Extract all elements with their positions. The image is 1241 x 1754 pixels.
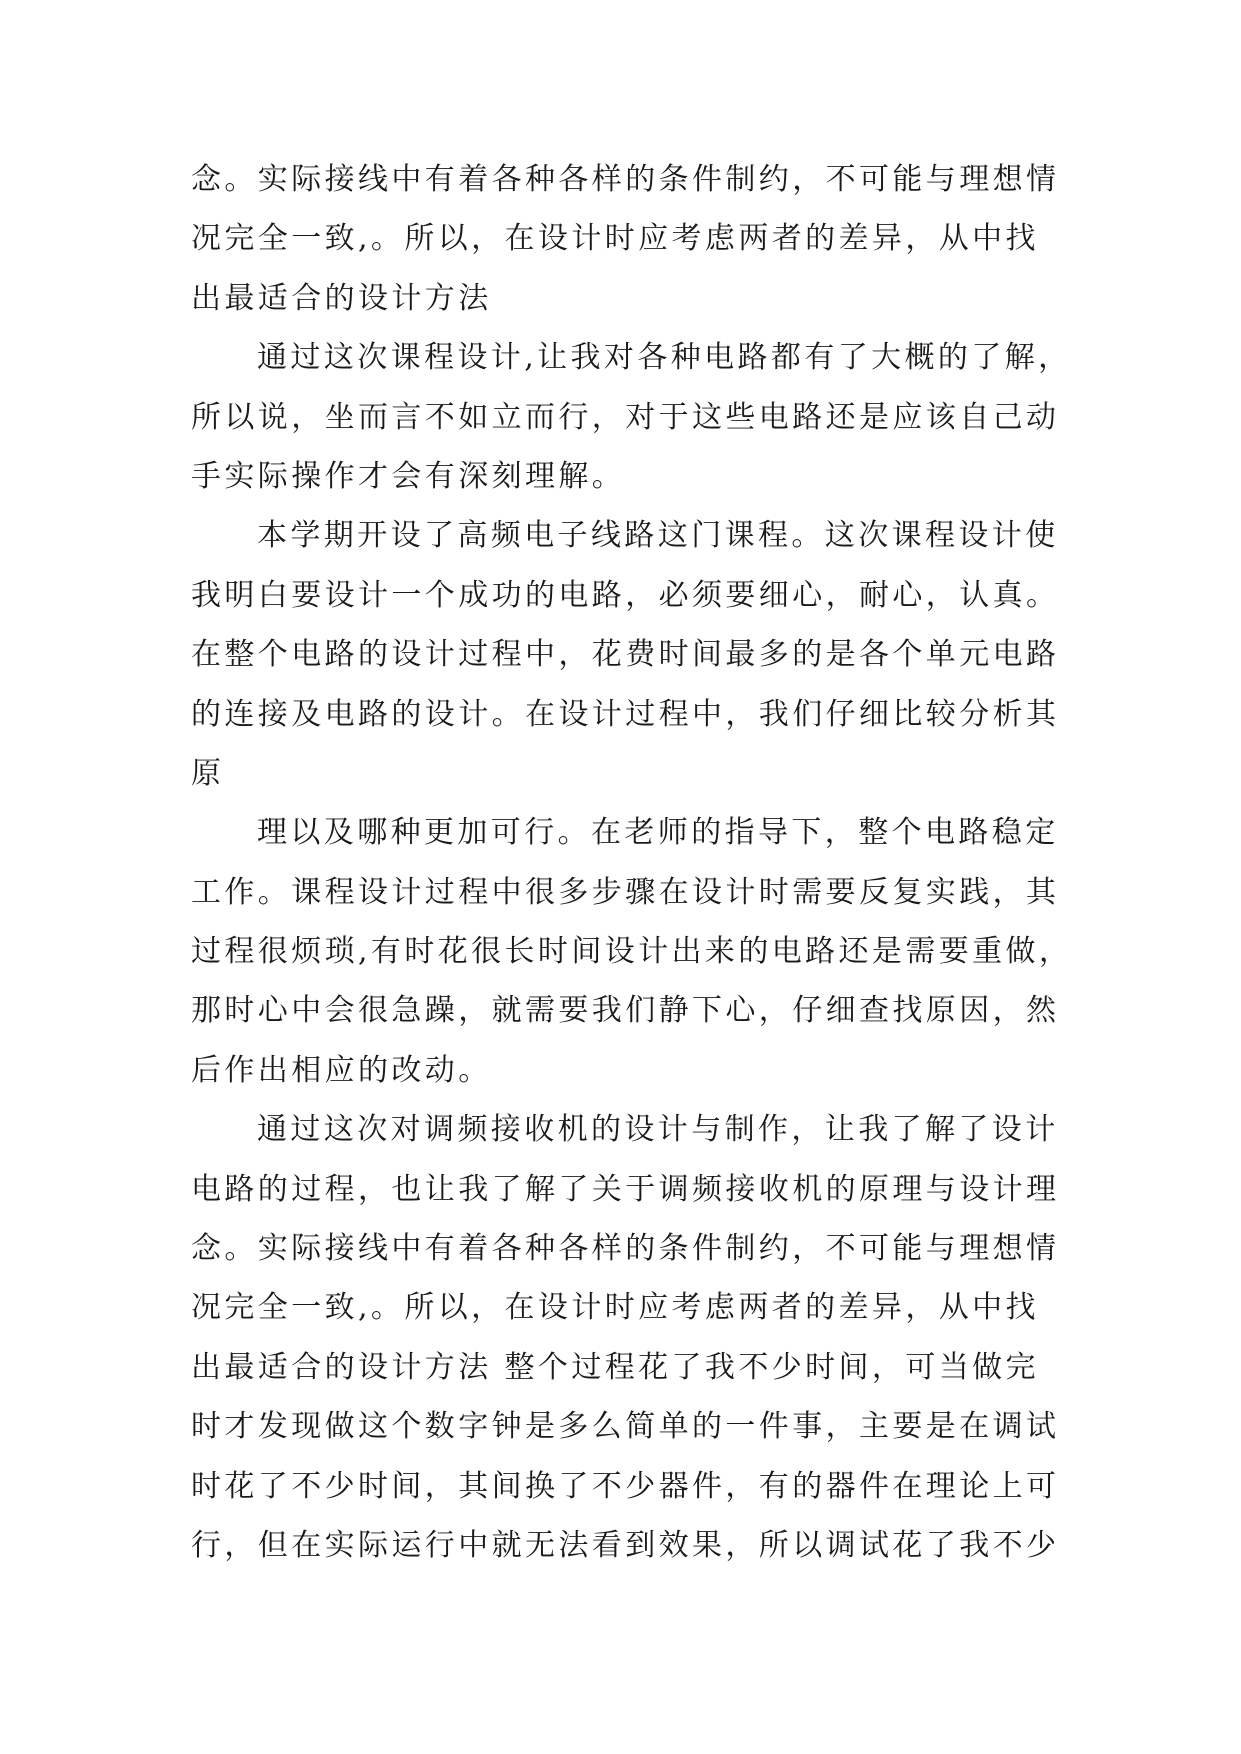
text-line: 念。实际接线中有着各种各样的条件制约，不可能与理想情 xyxy=(191,162,1060,197)
text-line: 本学期开设了高频电子线路这门课程。这次课程设计使 xyxy=(257,518,1059,554)
text-line: 况完全一致,。所以，在设计时应考虑两者的差异，从中找 xyxy=(191,221,1039,257)
text-line: 况完全一致,。所以，在设计时应考虑两者的差异，从中找 xyxy=(191,1290,1039,1326)
text-line: 我明白要设计一个成功的电路，必须要细心，耐心，认真。 xyxy=(191,577,1060,613)
text-line: 后作出相应的改动。 xyxy=(191,1052,492,1088)
body-text xyxy=(191,150,1073,1575)
text-line: 时才发现做这个数字钟是多么简单的一件事，主要是在调试 xyxy=(191,1409,1060,1445)
text-line: 通过这次对调频接收机的设计与制作，让我了解了设计 xyxy=(257,1112,1059,1148)
text-line: 原 xyxy=(191,755,225,791)
text-line: 过程很烦琐,有时花很长时间设计出来的电路还是需要重做， xyxy=(191,934,1073,970)
text-line: 的连接及电路的设计。在设计过程中，我们仔细比较分析其 xyxy=(191,696,1060,732)
text-line: 出最适合的设计方法 xyxy=(191,280,492,316)
text-line: 念。实际接线中有着各种各样的条件制约，不可能与理想情 xyxy=(191,1231,1060,1267)
text-line: 工作。课程设计过程中很多步骤在设计时需要反复实践，其 xyxy=(191,874,1060,910)
text-line: 行，但在实际运行中就无法看到效果，所以调试花了我不少 xyxy=(191,1527,1060,1563)
text-line: 手实际操作才会有深刻理解。 xyxy=(191,458,626,494)
text-line: 时花了不少时间，其间换了不少器件，有的器件在理论上可 xyxy=(191,1468,1060,1504)
text-line: 那时心中会很急躁，就需要我们静下心，仔细查找原因，然 xyxy=(191,993,1060,1029)
text-line: 在整个电路的设计过程中，花费时间最多的是各个单元电路 xyxy=(191,637,1060,673)
text-line: 出最适合的设计方法 整个过程花了我不少时间，可当做完 xyxy=(191,1349,1039,1385)
text-line: 通过这次课程设计,让我对各种电路都有了大概的了解， xyxy=(257,340,1072,376)
text-line: 电路的过程，也让我了解了关于调频接收机的原理与设计理 xyxy=(191,1171,1060,1207)
text-line: 所以说，坐而言不如立而行，对于这些电路还是应该自己动 xyxy=(191,399,1060,435)
text-line: 理以及哪种更加可行。在老师的指导下，整个电路稳定 xyxy=(257,815,1059,851)
